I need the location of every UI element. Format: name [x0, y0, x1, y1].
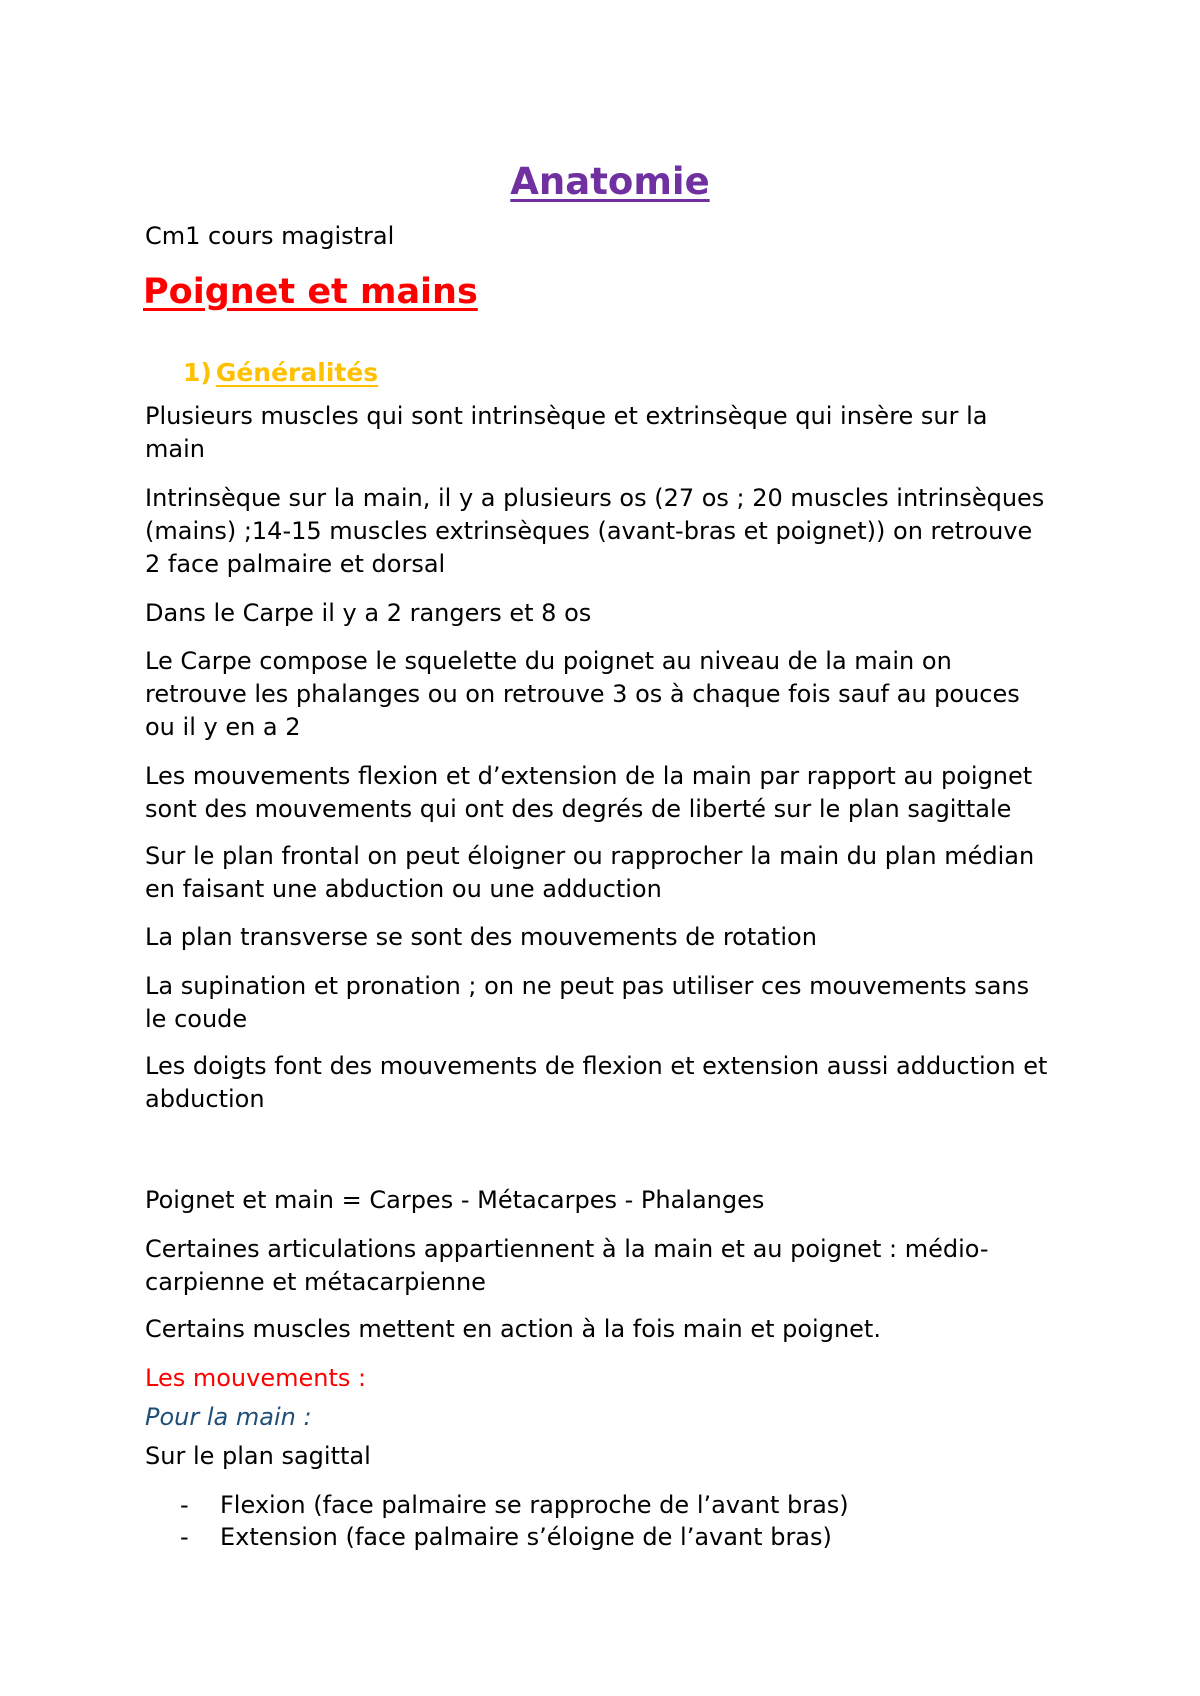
paragraph: Intrinsèque sur la main, il y a plusieurs os (27 os ; 20 muscles intrinsèques (mains) ;14-15 muscles extrinsèques (avant-bras et poignet)) on retrouve 2 face palmaire et dorsal: [145, 484, 1045, 578]
bullet-dash: -: [180, 1523, 189, 1551]
document-title: Anatomie: [510, 160, 710, 203]
section-heading: [183, 358, 378, 387]
paragraph: Certaines articulations appartiennent à la main et au poignet : médio- carpienne et métacarpienne: [145, 1235, 989, 1296]
paragraph: Certains muscles mettent en action à la fois main et poignet.: [145, 1315, 881, 1343]
movement-list: [180, 1489, 849, 1553]
plane-label: Sur le plan sagittal: [145, 1442, 371, 1470]
hand-heading: Pour la main :: [145, 1403, 312, 1431]
bullet-dash: -: [180, 1491, 189, 1519]
document-subtitle: Cm1 cours magistral: [145, 222, 395, 250]
paragraph: Sur le plan frontal on peut éloigner ou rapprocher la main du plan médian en faisant une abduction ou une adduction: [145, 842, 1035, 903]
paragraph: Dans le Carpe il y a 2 rangers et 8 os: [145, 599, 592, 627]
paragraph: La plan transverse se sont des mouvements de rotation: [145, 923, 817, 951]
section-label: Généralités: [215, 358, 379, 387]
paragraph: Plusieurs muscles qui sont intrinsèque et extrinsèque qui insère sur la main: [145, 402, 988, 463]
list-item: - Flexion (face palmaire se rapproche de l’avant bras): [180, 1491, 849, 1519]
paragraph: Le Carpe compose le squelette du poignet au niveau de la main on retrouve les phalanges ou on retrouve 3 os à chaque fois sauf au pouces ou il y en a 2: [145, 647, 1020, 741]
paragraph: Les mouvements flexion et d’extension de la main par rapport au poignet sont des mouvements qui ont des degrés de liberté sur le plan sagittale: [145, 762, 1033, 823]
paragraph: Les doigts font des mouvements de flexion et extension aussi adduction et abduction: [145, 1052, 1048, 1113]
section-number: 1): [183, 358, 212, 387]
paragraph: La supination et pronation ; on ne peut pas utiliser ces mouvements sans le coude: [145, 972, 1030, 1033]
main-heading: Poignet et mains: [143, 272, 478, 312]
list-item: - Extension (face palmaire s’éloigne de l’avant bras): [180, 1523, 832, 1551]
paragraph: Poignet et main = Carpes - Métacarpes - Phalanges: [145, 1186, 765, 1214]
movements-heading: Les mouvements :: [145, 1364, 367, 1392]
